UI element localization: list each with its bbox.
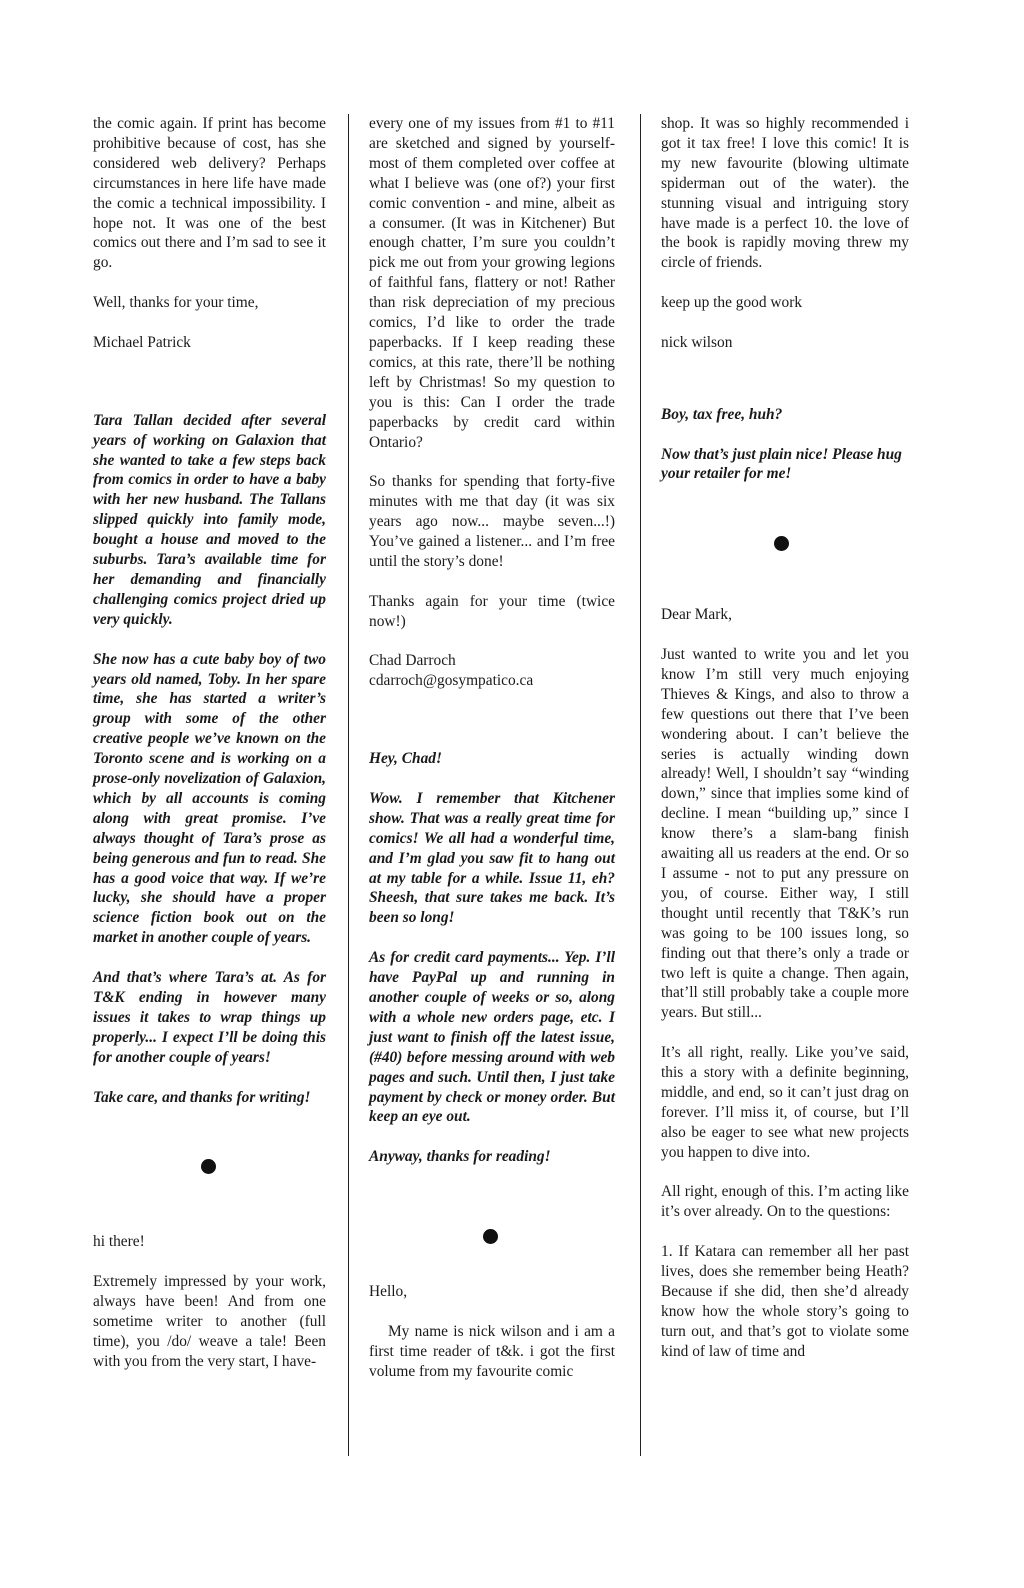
- column-divider-left: [348, 114, 349, 1456]
- letter-paragraph: My name is nick wilson and i am a first time reader of t&k. i got the first volume from my favourite comic: [369, 1322, 615, 1380]
- letter-greeting: Dear Mark,: [661, 606, 732, 624]
- letter-paragraph: the comic again. If print has become prohibitive because of cost, has she considered web delivery? Perhaps circumstances in here life have made the comic a technical impossibility. I hope not. It was one of the best comics out there and I’m sad to see it go.: [93, 115, 326, 272]
- letter-closing: Well, thanks for your time,: [93, 294, 259, 312]
- signature-email: cdarroch@gosympatico.ca: [369, 672, 534, 690]
- editor-reply-closing: Take care, and thanks for writing!: [93, 1088, 311, 1106]
- letter-signature: nick wilson: [661, 333, 733, 351]
- section-divider-dot: [774, 536, 789, 551]
- editor-reply: She now has a cute baby boy of two years old named, Toby. In her spare time, she has started a writer’s group with some of the other creative people we’ve known on the Toronto scene and is working on a prose-only novelization of Galaxion, which by all accounts is coming along with great promise. I’ve always thought of Tara’s prose as being generous and fun to read. She has a good voice that way. If we’re lucky, she should have a proper science fiction book out on the market in another couple of years.: [93, 650, 326, 947]
- letter-paragraph: Thanks again for your time (twice now!): [369, 592, 615, 630]
- editor-reply: And that’s where Tara’s at. As for T&K ending in however many issues it takes to wrap things up properly... I expect I’ll be doing this for another couple of years!: [93, 969, 326, 1066]
- editor-reply: Wow. I remember that Kitchener show. That was a really great time for comics! We all had a wonderful time, and I’m glad you saw fit to hang out at my table for a while. Issue 11, eh? Sheesh, that sure takes me back. It’s been so long!: [369, 789, 615, 927]
- letter-paragraph: All right, enough of this. I’m acting like it’s over already. On to the questions:: [661, 1183, 909, 1221]
- letter-paragraph: Extremely impressed by your work, always have been! And from one sometime writer to another (full time), you /do/ weave a tale! Been with you from the very start, I have-: [93, 1273, 326, 1370]
- section-divider-dot: [483, 1229, 498, 1244]
- signature-name: Chad Darroch: [369, 652, 456, 670]
- column-left: [93, 114, 326, 1392]
- letter-signature: [369, 651, 615, 691]
- letter-paragraph: shop. It was so highly recommended i got it tax free! I love this comic! It is my new favourite (blowing ultimate spiderman out of the water). the stunning visual and intriguing story have made is a perfect 10. the love of the book is rapidly moving threw my circle of friends.: [661, 115, 909, 272]
- letter-closing: keep up the good work: [661, 294, 803, 312]
- editor-reply: Tara Tallan decided after several years of working on Galaxion that she wanted to take a few steps back from comics in order to have a baby with her new husband. The Tallans slipped quickly into family mode, bought a house and moved to the suburbs. Tara’s available time for her demanding and financially challenging comics project dried up very quickly.: [93, 411, 326, 628]
- editor-reply: As for credit card payments... Yep. I’ll have PayPal up and running in another couple of weeks or so, along with a whole new orders page, etc. I just want to finish off the latest issue, (#40) before messing around with web pages and such. Until then, I just take payment by check or money order. But keep an eye out.: [369, 949, 615, 1126]
- editor-reply-closing: Anyway, thanks for reading!: [369, 1148, 551, 1166]
- editor-reply-greeting: Hey, Chad!: [369, 750, 442, 768]
- letter-paragraph: It’s all right, really. Like you’ve said, this a story with a definite beginning, middle, and end, so it can’t just drag on forever. I’ll miss it, of course, but I’ll also be eager to see what new projects you happen to dive into.: [661, 1044, 909, 1161]
- editor-reply: Now that’s just plain nice! Please hug your retailer for me!: [661, 445, 902, 483]
- section-divider-dot: [201, 1159, 216, 1174]
- letter-paragraph: every one of my issues from #1 to #11 are sketched and signed by yourself- most of them completed over coffee at what I believe was (one of?) your first comic convention - and mine, albeit as a consumer. (It was in Kitchener) But enough chatter, I’m sure you couldn’t pick me out from your growing legions of faithful fans, flattery or not! Rather than risk depreciation of my precious comics, I’d like to order the trade paperbacks. If I keep reading these comics, at this rate, there’ll be nothing left by Christmas! So my question to you is this: Can I order the trade paperbacks by credit card within Ontario?: [369, 115, 615, 451]
- letter-paragraph: Just wanted to write you and let you know I’m still very much enjoying Thieves & Kings, and also to throw a few questions out there that I’ve been wondering about. I can’t believe the series is actually winding down already! Well, I shouldn’t say “winding down,” since that implies some kind of decline. I mean “building up,” since I know there’s a slam-bang finish awaiting all us readers at the end. Or so I assume - not to put any pressure on you, of course. Either way, I still thought until recently that T&K’s run was going to be 100 issues long, so finding out that there’s only a trade or two left is quite a change. Then again, that’ll still probably take a couple more years. But still...: [661, 646, 909, 1022]
- letter-signature: Michael Patrick: [93, 333, 191, 351]
- letter-paragraph: So thanks for spending that forty-five minutes with me that day (it was six years ago now... maybe seven...!) You’ve gained a listener... and I’m free until the story’s done!: [369, 473, 615, 570]
- letter-paragraph: 1. If Katara can remember all her past lives, does she remember being Heath? Because if she did, then she’d already know how the whole story’s going to turn out, and that’s got to violate some kind of law of time and: [661, 1243, 909, 1360]
- letter-greeting: Hello,: [369, 1283, 408, 1300]
- column-divider-right: [640, 114, 641, 1456]
- column-middle: [369, 114, 615, 1401]
- column-right: [661, 114, 909, 1382]
- letter-greeting: hi there!: [93, 1233, 145, 1251]
- editor-reply-greeting: Boy, tax free, huh?: [661, 405, 783, 423]
